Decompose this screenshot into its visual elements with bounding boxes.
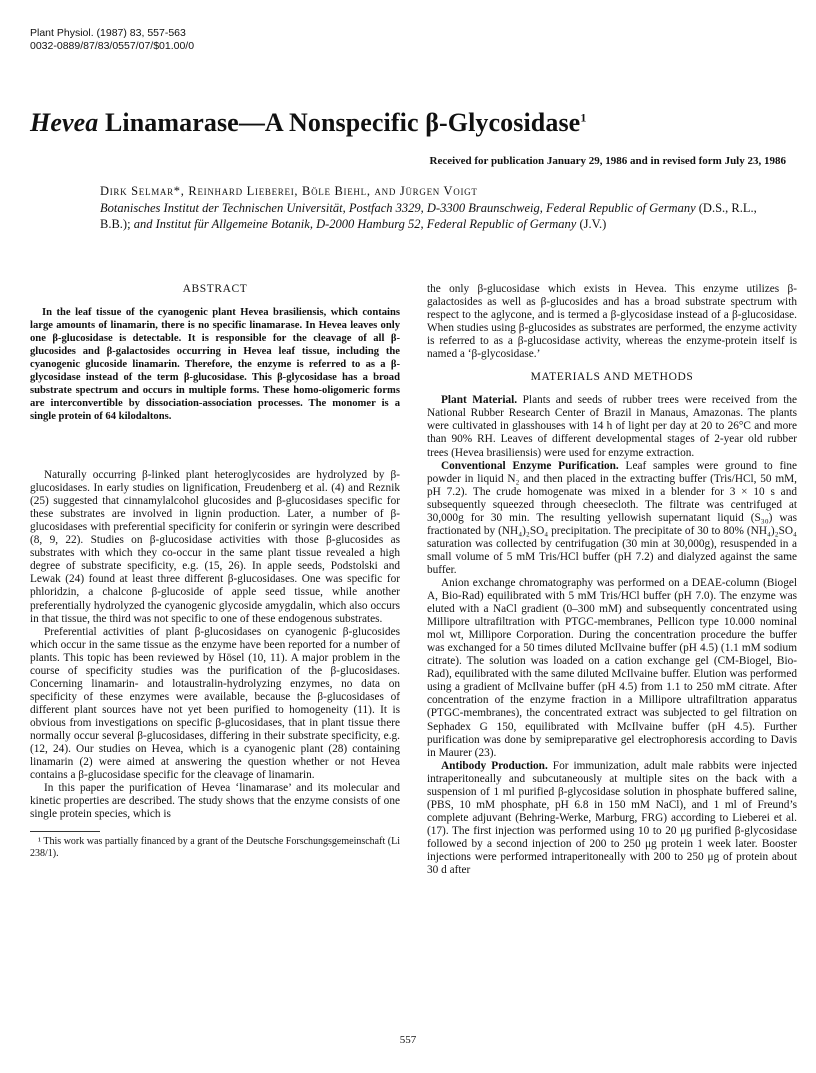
- abstract-heading: ABSTRACT: [182, 283, 248, 295]
- intro-paragraph-2: Preferential activities of plant β-glucosidases on cyanogenic β-glucosides which occur in the same tissue as the enzyme have been reported for a number of plants. This topic has been reviewed by Hösel (10, 11). A major problem in the course of specificity studies was the purification of the β-glucosidases. Concerning linamarin- and lotaustralin-hydrolyzing enzymes, no data on specificity of these enzymes were available, because the β-glucosidases of different plant sources have not yet been purified to homogeneity (11). It is obvious from investigations on specific β-glucosidases, that in plant tissue there normally occur several β-glucosidases, differing in their substrate specificity, e.g. (12, 24). Our studies on Hevea, which is a cyanogenic plant (28) containing linamarin (2) were aimed at answering the question whether or not Hevea contains a β-glucosidase specific for the cleavage of linamarin.: [30, 625, 400, 782]
- purification-label: Conventional Enzyme Purification.: [441, 459, 619, 472]
- methods-heading: MATERIALS AND METHODS: [530, 371, 694, 384]
- intro-paragraph-3: In this paper the purification of Hevea ‘linamarase’ and its molecular and kinetic properties are described. The study shows that the enzyme consists of one single protein species, which is: [30, 782, 400, 821]
- right-column: [427, 283, 797, 877]
- antibody-text: For immunization, adult male rabbits were injected intraperitoneally and subcutaneously at multiple sites on the back with a suspension of 1 ml purified β-glycosidase solution in phosphate buffered saline, (PBS, 10 mM phosphate, pH 6.8 in 150 mM NaCl), and 1 ml of Freund’s complete adjuvant (Behring-Werke, Marburg, FRG) according to Lieberei et al. (17). The first injection was performed using 10 to 20 μg purified β-glycosidase followed by a second injection of 200 to 250 μg protein 1 week later. Booster injections were performed intraperitoneally with 200 to 250 μg of protein about 30 d after: [427, 759, 798, 877]
- abstract-text: In the leaf tissue of the cyanogenic plant Hevea brasiliensis, which contains large amounts of linamarin, there is no specific linamarase. In Hevea leaves only one β-glucosidase is detectable. It is responsible for the cleavage of all β-glucosides and β-galactosides occurring in Hevea leaf tissue, including the cyanogenic glucoside linamarin. Therefore, the enzyme is referred to as a β-glycosidase instead of the term β-glucosidase. This β-glycosidase has a broad substrate spectrum and occurs in multiple forms. These homo-oligomeric forms are interconvertible by dissociation-association processes. The monomer is a single protein of 64 kilodaltons.: [30, 307, 400, 423]
- plant-material-paragraph: [427, 394, 797, 459]
- journal-header: [30, 27, 194, 53]
- plant-material-text: Plants and seeds of rubber trees were received from the National Rubber Research Center of Brazil in Manaus, Amazonas. The plants were cultivated in glasshouses with 14 h of light per day at 20 to 26°C and more than 90% RH. Leaves of different developmental stages of 2-year old rubber trees (Hevea brasiliensis) were used for enzyme extraction.: [427, 394, 797, 459]
- title-footnote-mark: 1: [580, 110, 587, 125]
- antibody-label: Antibody Production.: [441, 759, 548, 772]
- purification-text: Leaf samples were ground to fine powder in liquid N₂ and then placed in the extracting buffer (Tris/HCl, 50 mM, pH 7.2). The crude homogenate was mixed in a blender for 3 × 10 s and subsequently squeezed through cheesecloth. The filtrate was centrifuged at 30,000g for 30 min. The resulting yellowish supernatant liquid (S₃₀) was fractionated by (NH₄)₂SO₄ precipitation. The precipitate of 30 to 80% (NH₄)₂SO₄ saturation was collected by centrifugation (30 min at 30,000g), resuspended in a small volume of 5 mM Tris/HCl buffer (pH 7.2) and dialyzed against the same buffer.: [427, 459, 798, 576]
- footnote-divider: [30, 831, 100, 832]
- title-italic: Hevea: [30, 108, 99, 137]
- journal-citation: Plant Physiol. (1987) 83, 557-563: [30, 27, 186, 39]
- affiliation-initials-2: (J.V.): [576, 217, 607, 231]
- journal-code: 0032-0889/87/83/0557/07/$01.00/0: [30, 40, 195, 52]
- antibody-paragraph: [427, 760, 797, 877]
- affiliation-2: and Institut für Allgemeine Botanik, D-2000 Hamburg 52, Federal Republic of Germany: [133, 217, 577, 231]
- plant-material-label: Plant Material.: [441, 394, 518, 407]
- affiliation: [100, 200, 790, 232]
- intro-paragraph-1: Naturally occurring β-linked plant heteroglycosides are hydrolyzed by β-glucosidases. In early studies on lignification, Freudenberg et al. (4) and Reznik (25) suggested that cinnamylalcohol glucosides and β-glucosidases specific for these substrates are involved in lignin production. Later, a number of β-glucosidases with preferential specificity for coniferin or syringin were described (8, 9, 22). Studies on β-glucosidase activities with those β-glucosides as substrates with which they co-occur in the same plant tissue revealed a high degree of substrate specificity, e.g. (15, 26). In apple seeds, Podstolski and Lewak (24) found at least three different β-glucosidases. One was specific for phloridzin, a chalcone β-glucoside of apple seed tissue, while another preferentially hydrolyzed the cyanogenic glycoside amygdalin, which also occurs in that tissue, the third was not specific to one of these endogenous substrates.: [30, 469, 400, 625]
- page-number: 557: [399, 1034, 417, 1046]
- article-title: [30, 108, 586, 138]
- purification-paragraph: [427, 460, 797, 577]
- footnote: ¹ This work was partially financed by a grant of the Deutsche Forschungsgemeinschaft (Li 238/1).: [30, 836, 400, 860]
- received-date: Received for publication January 29, 1986 and in revised form July 23, 1986: [429, 155, 786, 167]
- author-list: Dirk Selmar*, Reinhard Lieberei, Böle Biehl, and Jürgen Voigt: [100, 184, 478, 198]
- title-rest: Linamarase—A Nonspecific β-Glycosidase: [98, 108, 581, 137]
- affiliation-1: Botanisches Institut der Technischen Universität, Postfach 3329, D-3300 Braunschweig, Federal Republic of Germany: [100, 201, 696, 215]
- affiliation-initials-1: (D.S., R.L., B.B.);: [100, 201, 757, 231]
- intro-continuation: the only β-glucosidase which exists in Hevea. This enzyme utilizes β-galactosides as well as β-glucosides and has a broad substrate spectrum with respect to the aglycone, and is termed a β-glycosidase instead of a β-glucosidase. When studies using β-glucosides as substrates are performed, the enzyme activity is referred to as a β-glucosidase activity, whereas the enzyme-protein itself is named a ‘β-glycosidase.’: [427, 283, 797, 361]
- anion-exchange-paragraph: Anion exchange chromatography was performed on a DEAE-column (Biogel A, Bio-Rad) equilibrated with 5 mM Tris/HCl buffer (pH 7.0). The enzyme was eluted with a NaCl gradient (0–300 mM) and subsequently concentrated using Millipore ultrafiltration with PTGC-membranes, Pellicon type 10.000 nominal mol wt, Millipore Corporation. During the concentration procedure the buffer was exchanged for a 50 times diluted McIlvaine buffer (pH 4.5) (1.1 mM sodium citrate). The solution was loaded on a cation exchange gel (CM-Biogel, Bio-Rad), equilibrated with the same diluted McIlvaine buffer. Elution was performed using a gradient of McIlvaine buffer (pH 4.5) from 1.1 to 250 mM citrate. After concentration of the enzyme fraction in a Millipore ultrafiltration apparatus (PTGC-membranes), the concentrated extract was subjected to gel filtration on Sephadex G 150, equilibrated with McIlvaine buffer (pH 4.5). Further purification was done by semipreparative gel electrophoresis according to Davis in Maurer (23).: [427, 576, 797, 759]
- left-column: [30, 283, 400, 860]
